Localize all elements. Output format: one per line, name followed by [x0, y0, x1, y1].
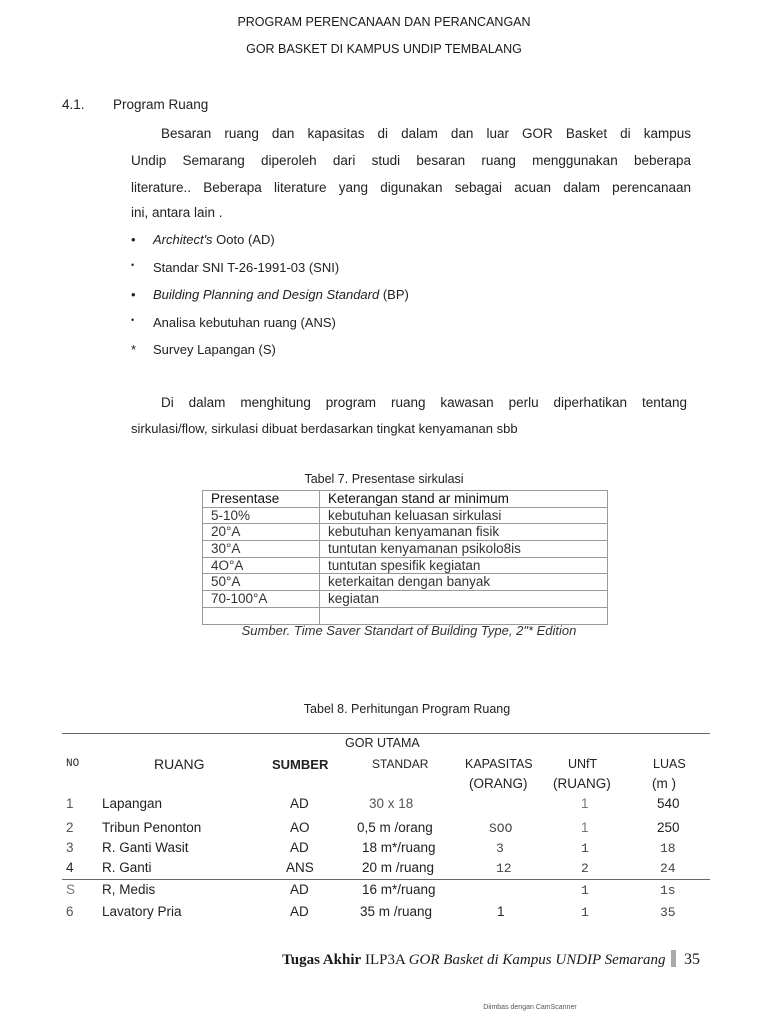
- circulation-line-2: sirkulasi/flow, sirkulasi dibuat berdasarkan tingkat kenyamanan sbb: [131, 421, 518, 436]
- table7-cell: kegiatan: [320, 591, 608, 608]
- table8-cell-luas: 35: [660, 905, 676, 920]
- table7-cell: [320, 607, 608, 624]
- table8-cell-standar: 18 m*/ruang: [362, 840, 436, 855]
- table8-cell-no: 2: [66, 820, 74, 835]
- table8-cell-sumber: AD: [290, 796, 309, 811]
- table8-cell-sumber: ANS: [286, 860, 314, 875]
- footer-code: LP3A: [369, 952, 405, 968]
- table8-cell-luas: 250: [657, 820, 680, 835]
- table7: [202, 490, 608, 625]
- circulation-line-1: Di dalam menghitung program ruang kawasan perlu diperhatikan tentang: [161, 395, 687, 410]
- table7-cell: tuntutan kenyamanan psikolo8is: [320, 541, 608, 558]
- table8-header-unit: UNfT: [568, 757, 598, 771]
- table7-cell: 70-100°A: [203, 591, 320, 608]
- bullet-marker: •: [131, 232, 136, 247]
- table7-cell: tuntutan spesifik kegiatan: [320, 557, 608, 574]
- literature-item-text: Ooto (AD): [212, 232, 275, 247]
- literature-item: [153, 315, 336, 330]
- table8-header-luas: LUAS: [653, 757, 686, 771]
- table7-cell: 5-10%: [203, 507, 320, 524]
- section-number: 4.1.: [62, 97, 85, 112]
- table8-cell-sumber: AD: [290, 882, 309, 897]
- literature-item-text: (BP): [379, 287, 409, 302]
- footer-subtitle: GOR Basket di Kampus UNDIP Semarang: [408, 952, 666, 968]
- intro-line-4: ini, antara lain .: [131, 205, 223, 220]
- table8-cell-ruang: R, Medis: [102, 882, 156, 897]
- table8-cell-luas: 540: [657, 796, 680, 811]
- table8-header-kapasitas-unit: (ORANG): [469, 776, 528, 791]
- table8-cell-luas: 1s: [660, 883, 676, 898]
- scanner-watermark: Diimbas dengan CamScanner: [483, 1004, 577, 1011]
- literature-item: [153, 232, 275, 247]
- table-row: [203, 574, 608, 591]
- table8-header-unit-unit: (RUANG): [553, 776, 611, 791]
- table8-cell-standar: 20 m /ruang: [362, 860, 435, 875]
- table8-cell-no: 6: [66, 904, 74, 919]
- table-row: [203, 607, 608, 624]
- table8-cell-unit: 1: [581, 841, 589, 856]
- table8-cell-ruang: Lavatory Pria: [102, 904, 182, 919]
- literature-item: [153, 287, 409, 302]
- table8-cell-standar: 0,5 m /orang: [357, 820, 433, 835]
- section-title: Program Ruang: [113, 97, 209, 112]
- table8-cell-ruang: Tribun Penonton: [102, 820, 202, 835]
- table-row: [203, 524, 608, 541]
- table7-caption: Tabel 7. Presentase sirkulasi: [304, 472, 464, 486]
- footer-divider-bar: [671, 950, 676, 967]
- table8-group-title: GOR UTAMA: [345, 736, 420, 750]
- table7-cell: 30°A: [203, 541, 320, 558]
- table-row: [203, 507, 608, 524]
- table8-cell-standar: 16 m*/ruang: [362, 882, 436, 897]
- table8-caption: Tabel 8. Perhitungan Program Ruang: [303, 702, 511, 716]
- document-header-line-2: GOR BASKET DI KAMPUS UNDIP TEMBALANG: [246, 42, 522, 56]
- intro-line-2: Undip Semarang diperoleh dari studi besaran ruang menggunakan beberapa: [131, 153, 691, 168]
- footer-separator: I: [364, 952, 370, 968]
- literature-item-italic: Building Planning and Design Standard: [153, 287, 380, 302]
- table7-header-cell: Keterangan stand ar minimum: [320, 491, 608, 508]
- table7-cell: kebutuhan kenyamanan fisik: [320, 524, 608, 541]
- table8-cell-sumber: AO: [290, 820, 310, 835]
- page-number: 35: [684, 951, 700, 968]
- literature-item: [153, 260, 339, 275]
- table7-header-cell: Presentase: [203, 491, 320, 508]
- table7-cell: 4O°A: [203, 557, 320, 574]
- bullet-marker: •: [131, 287, 136, 302]
- table8-mid-rule: [62, 879, 710, 880]
- table8-cell-ruang: R. Ganti: [102, 860, 152, 875]
- bullet-marker: •: [131, 315, 135, 325]
- table8-cell-sumber: AD: [290, 840, 309, 855]
- table8-cell-unit: 1: [581, 905, 589, 920]
- table7-cell: [203, 607, 320, 624]
- table8-cell-luas: 24: [660, 861, 676, 876]
- bullet-marker: *: [131, 342, 137, 357]
- table7-cell: keterkaitan dengan banyak: [320, 574, 608, 591]
- table8-header-ruang: RUANG: [154, 756, 205, 772]
- table8-header-kapasitas: KAPASITAS: [465, 757, 533, 771]
- table-row: [203, 541, 608, 558]
- table8-cell-kapasitas: SOO: [489, 821, 513, 836]
- table7-cell: 20°A: [203, 524, 320, 541]
- table-row: [203, 557, 608, 574]
- table8-header-luas-unit: (m ): [652, 776, 676, 791]
- table8-cell-unit: 1: [581, 883, 589, 898]
- table8-cell-ruang: Lapangan: [102, 796, 163, 811]
- table7-cell: 50°A: [203, 574, 320, 591]
- literature-item-text: Standar SNI T-26-1991-03 (SNI): [153, 260, 340, 275]
- table8-cell-sumber: AD: [290, 904, 309, 919]
- table8-cell-unit: 1: [581, 820, 589, 835]
- table8-cell-ruang: R. Ganti Wasit: [102, 840, 189, 855]
- table8-header-no: NO: [66, 758, 80, 770]
- literature-item-italic: Architect's: [153, 232, 213, 247]
- page-footer: [282, 950, 700, 969]
- table-row: [203, 591, 608, 608]
- intro-line-3: literature.. Beberapa literature yang digunakan sebagai acuan dalam perencanaan: [131, 180, 691, 195]
- table7-cell: kebutuhan keluasan sirkulasi: [320, 507, 608, 524]
- table8-cell-luas: 18: [660, 841, 676, 856]
- table8-cell-no: S: [66, 882, 76, 897]
- footer-title: Tugas Akhir: [282, 952, 362, 968]
- bullet-marker: •: [131, 260, 135, 270]
- table8-cell-no: 1: [66, 796, 74, 811]
- table8-cell-kapasitas: 3: [496, 841, 504, 856]
- document-header-line-1: PROGRAM PERENCANAAN DAN PERANCANGAN: [237, 15, 531, 29]
- table8-cell-no: 4: [66, 860, 74, 875]
- literature-item-text: Survey Lapangan (S): [153, 342, 276, 357]
- table8-top-rule: [62, 733, 710, 734]
- table8-cell-unit: 1: [581, 796, 589, 811]
- table8-cell-kapasitas: 12: [496, 861, 512, 876]
- table7-header-row: [203, 491, 608, 508]
- intro-line-1: Besaran ruang dan kapasitas di dalam dan luar GOR Basket di kampus: [161, 126, 691, 141]
- table8-cell-standar: 30 x 18: [369, 796, 414, 811]
- literature-item: [153, 342, 276, 357]
- table8-cell-unit: 2: [581, 861, 589, 876]
- literature-item-text: Analisa kebutuhan ruang (ANS): [153, 315, 336, 330]
- table8-cell-standar: 35 m /ruang: [360, 904, 433, 919]
- table8-cell-no: 3: [66, 840, 74, 855]
- table8-header-standar: STANDAR: [372, 757, 429, 771]
- table8-cell-kapasitas: 1: [497, 904, 505, 919]
- table7-source: Sumber. Time Saver Standart of Building Type, 2"* Edition: [241, 623, 577, 638]
- table8-header-sumber: SUMBER: [272, 757, 329, 772]
